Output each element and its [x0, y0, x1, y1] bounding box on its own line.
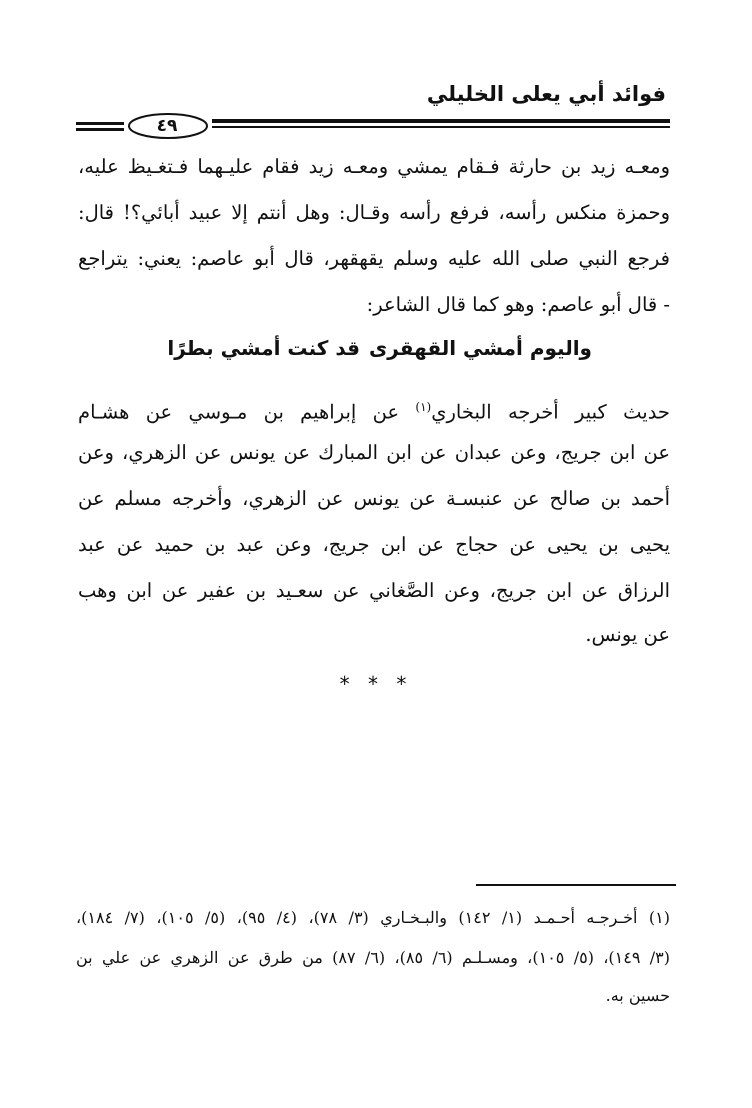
- body-line-2: وحمزة منكس رأسه، فرفع رأسه وقـال: وهل أنتم إلا عبيد أبائي؟! قال:: [78, 201, 670, 224]
- paragraph-line-6: عن يونس.: [585, 623, 670, 646]
- paragraph-line-2: عن ابن جريج، وعن عبدان عن ابن المبارك عن يونس عن الزهري، وعن: [78, 441, 670, 464]
- body-line-3: فرجع النبي صلى الله عليه وسلم يقهقهر، قال أبو عاصم: يعني: يتراجع: [78, 247, 670, 270]
- body-line-4: - قال أبو عاصم: وهو كما قال الشاعر:: [366, 293, 670, 316]
- paragraph-start: حديث كبير أخرجه البخاري: [431, 400, 670, 424]
- footnote-line-1: (١) أخـرجـه أحـمـد (١/ ١٤٢) والبـخـاري (٣/ ٧٨)، (٤/ ٩٥)، (٥/ ١٠٥)، (٧/ ١٨٤)،: [76, 908, 670, 927]
- paragraph-line-4: يحيى بن يحيى عن حجاج عن ابن جريج، وعن عبد بن حميد عن عبد: [78, 533, 670, 556]
- footnote-rule: [476, 884, 676, 886]
- book-title: فوائد أبي يعلى الخليلي: [426, 82, 666, 106]
- paragraph-line-5: الرزاق عن ابن جريج، وعن الصَّغاني عن سعـيد بن عفير عن ابن وهب: [78, 579, 670, 602]
- paragraph-line-1: [78, 392, 670, 428]
- section-separator: * * *: [339, 672, 413, 696]
- paragraph-line-3: أحمد بن صالح عن عنبسـة عن يونس عن الزهري، وأخرجه مسلم عن: [78, 487, 670, 510]
- paragraph-line1-rest: عن إبراهيم بن مـوسي عن هشـام: [78, 400, 416, 424]
- verse-second-hemistich: واليوم أمشي القهقرى: [368, 336, 592, 360]
- body-line-1: ومعـه زيد بن حارثة فـقام يمشي ومعـه زيد فقام عليـهما فـتغـيظ عليه،: [78, 155, 670, 178]
- footnote-marker: (١): [415, 400, 432, 414]
- footnote-line-2: (٣/ ١٤٩)، (٥/ ١٠٥)، ومسـلـم (٦/ ٨٥)، (٦/ ٨٧) من طرق عن الزهري عن علي بن: [76, 948, 671, 967]
- verse-first-hemistich: قد كنت أمشي بطرًا: [167, 336, 360, 360]
- page-number: ٤٩: [156, 116, 178, 136]
- footnote-line-3: حسين به.: [605, 986, 670, 1005]
